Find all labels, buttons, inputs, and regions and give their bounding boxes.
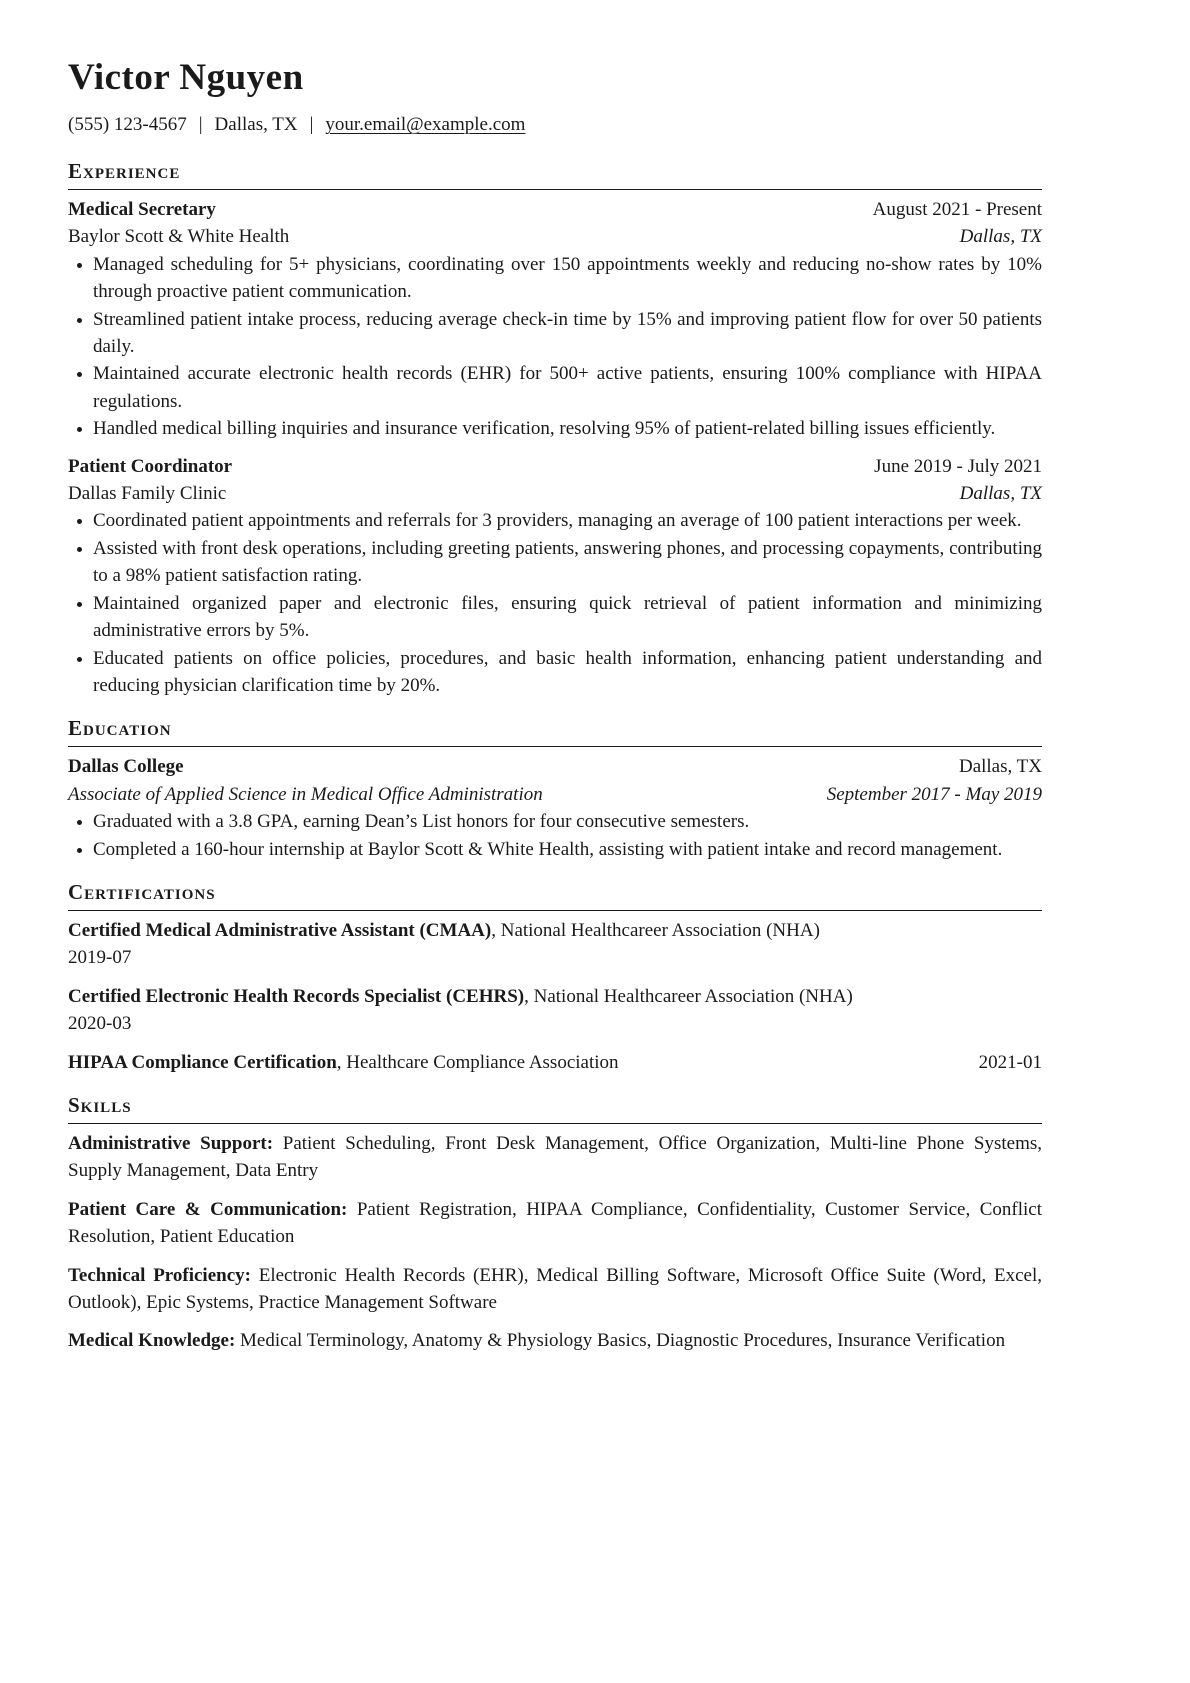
- skill-group: [68, 1262, 1042, 1317]
- bullet-item: Maintained organized paper and electronic files, ensuring quick retrieval of patient information and minimizing administrative errors by 5%.: [68, 590, 1042, 645]
- certification-date: 2019-07: [68, 947, 132, 969]
- experience-entry: [68, 196, 1042, 443]
- section-divider: [68, 1123, 1042, 1124]
- certification-issuer: , National Healthcareer Association (NHA): [524, 985, 853, 1007]
- bullet-item: Assisted with front desk operations, including greeting patients, answering phones, and processing copayments, contributing to a 98% patient satisfaction rating.: [68, 535, 1042, 590]
- bullet-item: Completed a 160-hour internship at Baylor Scott & White Health, assisting with patient intake and record management.: [68, 836, 1042, 863]
- skill-group: [68, 1130, 1042, 1185]
- skills-section: [68, 1092, 1042, 1355]
- certification-date: 2021-01: [978, 1051, 1042, 1073]
- section-divider: [68, 746, 1042, 747]
- job-dates: June 2019 - July 2021: [874, 455, 1042, 477]
- section-title: Experience: [68, 159, 181, 183]
- skill-items: Medical Terminology, Anatomy & Physiology Basics, Diagnostic Procedures, Insurance Verification: [235, 1330, 1006, 1352]
- contact-line: [68, 112, 1042, 138]
- job-location: Dallas, TX: [959, 226, 1042, 248]
- job-bullets: [68, 251, 1042, 443]
- resume-page: [68, 56, 1042, 1366]
- skill-category: Medical Knowledge:: [68, 1330, 236, 1352]
- job-bullets: [68, 507, 1042, 699]
- section-divider: [68, 910, 1042, 911]
- bullet-item: Streamlined patient intake process, reducing average check-in time by 15% and improving patient flow for over 50 patients daily.: [68, 306, 1042, 361]
- bullet-item: Coordinated patient appointments and referrals for 3 providers, managing an average of 100 patient interactions per week.: [68, 507, 1042, 534]
- skill-group: [68, 1327, 1042, 1354]
- bullet-item: Maintained accurate electronic health records (EHR) for 500+ active patients, ensuring 100% compliance with HIPAA regulations.: [68, 360, 1042, 415]
- location: Dallas, TX: [214, 114, 298, 135]
- bullet-item: Handled medical billing inquiries and insurance verification, resolving 95% of patient-related billing issues efficiently.: [68, 415, 1042, 442]
- education-bullets: [68, 808, 1042, 863]
- experience-entry: [68, 453, 1042, 700]
- skill-items: Patient Registration, HIPAA Compliance, Confidentiality, Customer Service, Conflict Resolution, Patient Education: [68, 1198, 1042, 1248]
- separator: |: [198, 114, 203, 135]
- certification-entry: [68, 917, 1042, 972]
- section-title: Certifications: [68, 879, 216, 904]
- job-title: Patient Coordinator: [68, 455, 233, 477]
- employer: Baylor Scott & White Health: [68, 226, 290, 248]
- bullet-item: Educated patients on office policies, procedures, and basic health information, enhancing patient understanding and reducing physician clarification time by 20%.: [68, 645, 1042, 700]
- skill-category: Administrative Support:: [68, 1132, 274, 1154]
- experience-section: [68, 158, 1042, 699]
- skill-category: Patient Care & Communication:: [68, 1198, 348, 1220]
- separator: |: [309, 114, 314, 135]
- resume-header: [68, 56, 1042, 138]
- certification-entry: [68, 983, 1042, 1038]
- degree: Associate of Applied Science in Medical Office Administration: [68, 783, 543, 805]
- section-title: Skills: [68, 1092, 132, 1117]
- section-divider: [68, 189, 1042, 190]
- certification-name: HIPAA Compliance Certification: [68, 1051, 337, 1073]
- certification-name: Certified Electronic Health Records Specialist (CEHRS): [68, 985, 525, 1007]
- education-dates: September 2017 - May 2019: [826, 783, 1042, 805]
- skill-category: Technical Proficiency:: [68, 1264, 251, 1286]
- skill-items: Patient Scheduling, Front Desk Management, Office Organization, Multi-line Phone Systems, Supply Management, Data Entry: [68, 1132, 1042, 1182]
- bullet-item: Managed scheduling for 5+ physicians, coordinating over 150 appointments weekly and reducing no-show rates by 10% through proactive patient communication.: [68, 251, 1042, 306]
- job-location: Dallas, TX: [959, 483, 1042, 505]
- institution-location: Dallas, TX: [958, 756, 1042, 778]
- certification-date: 2020-03: [68, 1013, 132, 1035]
- certification-entry: [68, 1049, 1042, 1076]
- candidate-name: Victor Nguyen: [68, 57, 304, 98]
- certifications-section: [68, 879, 1042, 1076]
- skill-group: [68, 1196, 1042, 1251]
- employer: Dallas Family Clinic: [68, 483, 227, 505]
- job-dates: August 2021 - Present: [872, 199, 1042, 220]
- education-entry: [68, 753, 1042, 863]
- phone-number: (555) 123-4567: [68, 114, 187, 135]
- education-section: [68, 715, 1042, 863]
- job-title: Medical Secretary: [68, 199, 216, 220]
- section-title: Education: [68, 716, 172, 741]
- email-link[interactable]: your.email@example.com: [325, 114, 526, 135]
- institution: Dallas College: [68, 756, 184, 778]
- certification-issuer: , National Healthcareer Association (NHA): [491, 919, 820, 941]
- skill-items: Electronic Health Records (EHR), Medical Billing Software, Microsoft Office Suite (Word, Excel, Outlook), Epic Systems, Practice Management Software: [68, 1264, 1042, 1313]
- certification-issuer: , Healthcare Compliance Association: [336, 1051, 619, 1073]
- certification-name: Certified Medical Administrative Assistant (CMAA): [68, 919, 492, 941]
- bullet-item: Graduated with a 3.8 GPA, earning Dean’s List honors for four consecutive semesters.: [68, 808, 1042, 835]
